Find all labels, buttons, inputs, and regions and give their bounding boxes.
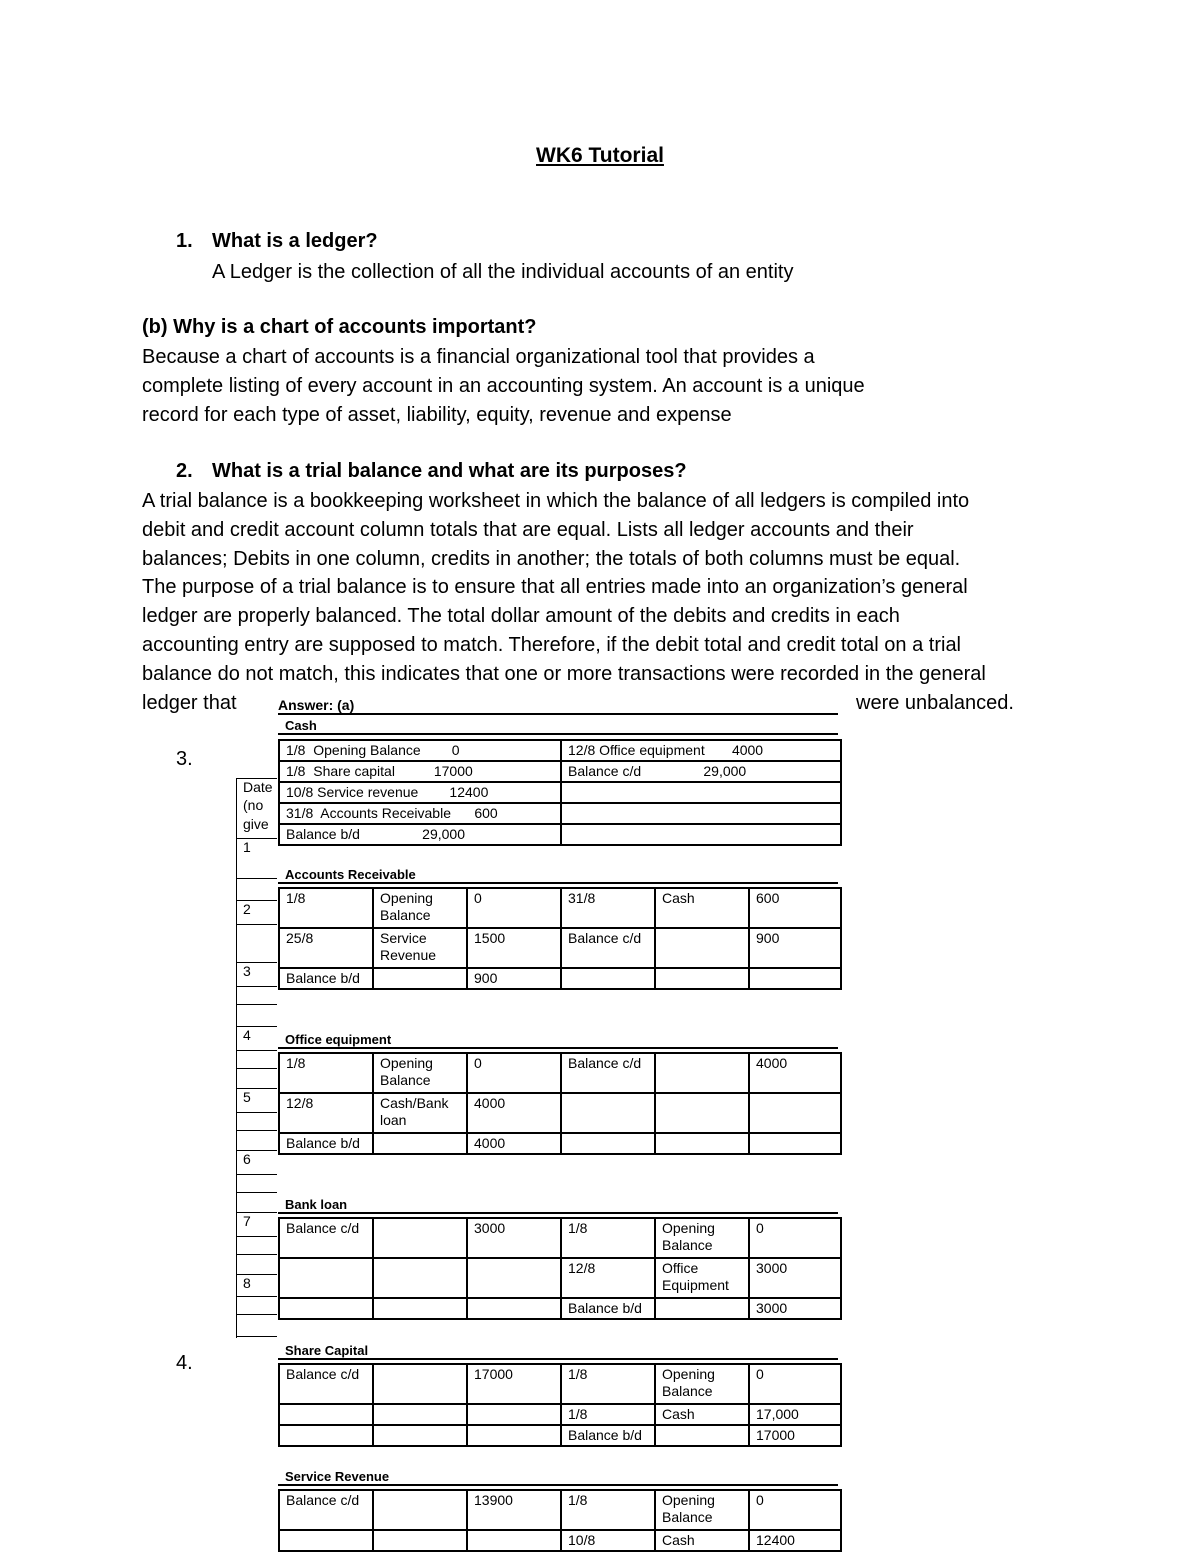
accounts-receivable-title: Accounts Receivable [278,867,838,884]
cell [373,1364,467,1404]
cell: 3000 [467,1218,561,1258]
cash-debit-cell: 31/8 Accounts Receivable 600 [279,803,561,824]
cell [655,1093,749,1133]
q2-answer [142,487,986,689]
cell: 1/8 [561,1490,655,1530]
cash-debit-cell: Balance b/d 29,000 [279,824,561,845]
page-title: WK6 Tutorial [536,144,664,167]
accounts-receivable-table [278,887,842,990]
cell: Balance c/d [279,1364,373,1404]
cash-debit-cell: 10/8 Service revenue 12400 [279,782,561,803]
table-row [279,1490,841,1530]
cell [373,968,467,989]
q1b-answer-line: record for each type of asset, liability, equity, revenue and expense [142,403,732,426]
cell: 10/8 [561,1530,655,1551]
cell: Office Equipment [655,1258,749,1298]
table-row [279,1425,841,1446]
answer-label: Answer: (a) [278,697,838,715]
date-number: 4 [237,1026,277,1043]
cell [467,1425,561,1446]
cell [373,1218,467,1258]
date-number: 5 [237,1088,277,1105]
cash-ledger-table [278,739,842,846]
cell: 1/8 [561,1364,655,1404]
date-divider [237,986,277,987]
q2-answer-line: A trial balance is a bookkeeping worksheet in which the balance of all ledgers is compiled into [142,490,970,512]
cell [655,1425,749,1446]
cell: 13900 [467,1490,561,1530]
cell: 31/8 [561,888,655,928]
cell [279,1425,373,1446]
date-divider [237,1336,277,1337]
cell: Cash [655,1404,749,1425]
cash-credit-cell: 12/8 Office equipment 4000 [561,740,841,761]
date-number: 1 [237,838,277,855]
cell: Opening Balance [655,1218,749,1258]
table-row [279,1133,841,1154]
cell: 1/8 [279,1053,373,1093]
date-number: 8 [237,1274,277,1291]
q2-last-right: were unbalanced. [856,692,1014,714]
q1-question: What is a ledger? [212,230,378,252]
cell [279,1258,373,1298]
cell: Balance c/d [561,1053,655,1093]
table-row [279,1404,841,1425]
cell: 0 [749,1490,841,1530]
cell [373,1425,467,1446]
table-row [279,1258,841,1298]
cash-debit-cell: 1/8 Opening Balance 0 [279,740,561,761]
date-header-line: (no [243,797,264,813]
service-revenue-table [278,1489,842,1552]
q2-question: What is a trial balance and what are its purposes? [212,460,687,482]
date-divider [237,1254,277,1255]
cell [373,1133,467,1154]
cell: 900 [749,928,841,968]
cash-credit-cell: Balance c/d 29,000 [561,761,841,782]
date-divider [237,1112,277,1113]
table-row [279,1364,841,1404]
date-divider [237,878,277,879]
cell: 1/8 [561,1404,655,1425]
cell [749,1133,841,1154]
cell [373,1298,467,1319]
cell [655,1133,749,1154]
cell: Balance b/d [561,1298,655,1319]
q2-answer-line: debit and credit account column totals that are equal. Lists all ledger accounts and their [142,518,914,541]
cell [467,1530,561,1551]
cell: Balance b/d [279,968,373,989]
q2-answer-line: balance do not match, this indicates that one or more transactions were recorded in the general [142,662,986,685]
date-divider [237,1192,277,1193]
cash-credit-cell [561,803,841,824]
q3-number: 3. [176,748,193,770]
cash-credit-cell [561,824,841,845]
date-header-line: Date [237,778,277,795]
office-equipment-table [278,1052,842,1155]
date-divider [237,1050,277,1051]
cell: Opening Balance [655,1490,749,1530]
date-divider [237,1236,277,1237]
cell: 0 [749,1364,841,1404]
q1b-answer-line: complete listing of every account in an accounting system. An account is a unique [142,374,865,397]
cell [279,1404,373,1425]
cell [561,1133,655,1154]
q2-answer-line: accounting entry are supposed to match. Therefore, if the debit total and credit total on a trial [142,633,962,656]
table-row [279,928,841,968]
cell: Balance b/d [279,1133,373,1154]
cell: 0 [467,1053,561,1093]
cell [561,1093,655,1133]
date-number: 7 [237,1212,277,1229]
cell [373,1530,467,1551]
q2-answer-line: ledger are properly balanced. The total dollar amount of the debits and credits in each [142,605,900,628]
cell [655,928,749,968]
date-number: 2 [237,900,277,917]
cash-credit-cell [561,782,841,803]
cell [561,968,655,989]
share-capital-table [278,1363,842,1447]
cell [655,1053,749,1093]
q4-number: 4. [176,1352,193,1374]
table-row [279,888,841,928]
cell: 1/8 [279,888,373,928]
date-number: 3 [237,962,277,979]
cell: 1500 [467,928,561,968]
cell [279,1298,373,1319]
cell: 25/8 [279,928,373,968]
cell [749,1093,841,1133]
table-row [279,1530,841,1551]
cell: Balance c/d [279,1218,373,1258]
cell [373,1258,467,1298]
share-capital-title: Share Capital [278,1343,838,1360]
cash-account-title: Cash [278,718,838,735]
table-row [279,782,841,803]
table-row [279,1298,841,1319]
cell [373,1490,467,1530]
cell: 12/8 [561,1258,655,1298]
cell: 12400 [749,1530,841,1551]
cell: Opening Balance [373,1053,467,1093]
date-divider [237,1174,277,1175]
cell: 4000 [467,1093,561,1133]
office-equipment-title: Office equipment [278,1032,838,1049]
cell: 17,000 [749,1404,841,1425]
cell: 0 [467,888,561,928]
date-divider [237,924,277,925]
cell [655,1298,749,1319]
date-number: 6 [237,1150,277,1167]
cell: Service Revenue [373,928,467,968]
cell: 12/8 [279,1093,373,1133]
cell: Cash [655,888,749,928]
cell [749,968,841,989]
table-row [279,824,841,845]
q2-answer-line: balances; Debits in one column, credits in another; the totals of both columns must be equal. [142,547,961,570]
bank-loan-table [278,1217,842,1320]
cell: 600 [749,888,841,928]
cell: Opening Balance [373,888,467,928]
cash-debit-cell: 1/8 Share capital 17000 [279,761,561,782]
date-divider [237,1004,277,1005]
cell: 0 [749,1218,841,1258]
cell: Balance b/d [561,1425,655,1446]
date-divider [237,1296,277,1297]
q1-number: 1. [176,230,193,252]
date-divider [237,1314,277,1315]
q1b-answer-line: Because a chart of accounts is a financial organizational tool that provides a [142,346,815,368]
table-row [279,761,841,782]
cell: Cash/Bank loan [373,1093,467,1133]
q1b-answer [142,343,865,429]
date-column [236,778,277,1338]
cell [655,968,749,989]
q2-number: 2. [176,460,193,482]
service-revenue-title: Service Revenue [278,1469,838,1486]
bank-loan-title: Bank loan [278,1197,838,1214]
q1-answer: A Ledger is the collection of all the individual accounts of an entity [212,261,794,283]
cell: 1/8 [561,1218,655,1258]
q2-answer-line: The purpose of a trial balance is to ensure that all entries made into an organization’s general [142,576,968,599]
table-row [279,1218,841,1258]
table-row [279,1053,841,1093]
cell: 17000 [749,1425,841,1446]
table-row [279,803,841,824]
cell: Cash [655,1530,749,1551]
table-row [279,1093,841,1133]
cell [467,1258,561,1298]
table-row [279,968,841,989]
cell: Balance c/d [279,1490,373,1530]
cell: 3000 [749,1298,841,1319]
cell [279,1530,373,1551]
cell [467,1298,561,1319]
date-divider [237,1068,277,1069]
cell [373,1404,467,1425]
cell [467,1404,561,1425]
cell: 17000 [467,1364,561,1404]
cell: 4000 [467,1133,561,1154]
cell: Balance c/d [561,928,655,968]
table-row [279,740,841,761]
date-header-line: give [243,816,269,832]
q2-last-left: ledger that [142,692,237,714]
cell: 4000 [749,1053,841,1093]
cell: 3000 [749,1258,841,1298]
cell: Opening Balance [655,1364,749,1404]
q1b-question: (b) Why is a chart of accounts important? [142,316,537,338]
cell: 900 [467,968,561,989]
date-divider [237,1130,277,1131]
